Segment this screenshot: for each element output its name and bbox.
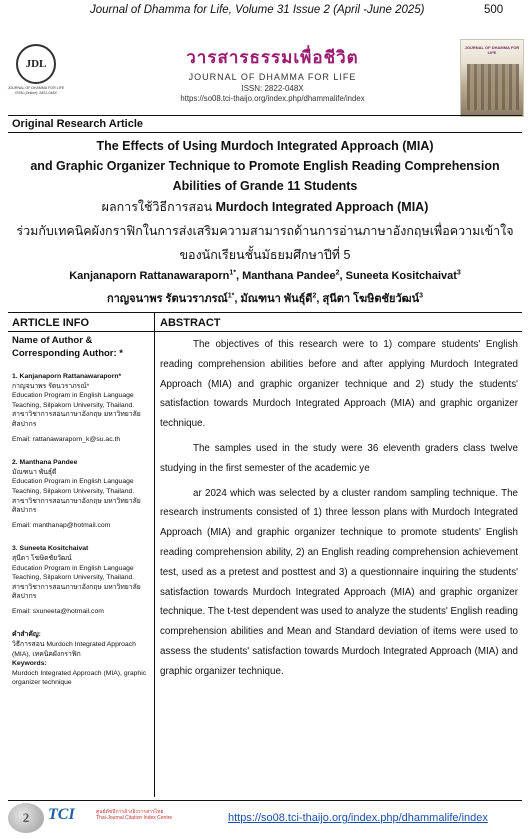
author-email[interactable]: Email: rattanawaraporn_k@su.ac.th (12, 435, 121, 443)
tci-logo-icon: TCI (48, 806, 75, 823)
cover-image (467, 64, 519, 110)
author-name: 3. Suneeta Kositchaivat (12, 545, 89, 553)
author-list-english: Kanjanaporn Rattanawaraporn$^{1*}$, Manthana Pandee$^2$, Suneeta Kositchaivat$^3$ (69, 269, 461, 282)
footer-divider (8, 800, 522, 801)
keywords-english (12, 659, 152, 688)
article-type: Original Research Article (12, 118, 144, 130)
abstract-paragraph: ar 2024 which was selected by a cluster random sampling technique. The research instruments consisted of 1) three lesson plans with Murdoch Integrated Approach (MIA) and graphic organizer technique to promote students' English reading comprehension ability, 2) an English reading comprehension achievement test, used as a pretest and posttest and 3) a questionnaire inquiring the students' satisfaction towards Murdoch Integrated Approach (MIA) and graphic organizer technique. The t-test dependent was used to analyze the students' English reading comprehension abilities and Mean and Standard deviation of items were used to assess the students' satisfaction towards Murdoch Integrated Approach (MIA) and graphic organizer technique. (160, 487, 518, 677)
author-thai-name: กาญจนาพร รัตนวราภรณ์* (12, 382, 90, 390)
masthead-url[interactable]: https://so08.tci-thaijo.org/index.php/dhammalife/index (180, 94, 365, 103)
masthead-issn: ISSN: 2822-048X (241, 84, 304, 93)
cover-title: JOURNAL OF DHAMMA FOR LIFE (464, 45, 520, 55)
masthead-thai-title: วารสารธรรมเพื่อชีวิต (186, 48, 359, 67)
tci-caption: ศูนย์ดัชนีการอ้างอิงวารสารไทย Thai-Journal Citation Index Centre (96, 809, 173, 821)
author-block (12, 372, 152, 444)
footer-journal-link[interactable]: https://so08.tci-thaijo.org/index.php/dhammalife/index (228, 812, 488, 824)
author-email[interactable]: Email: sxuneeta@hotmail.com (12, 607, 104, 615)
jdl-logo-icon: JDL (16, 44, 56, 84)
journal-citation: Journal of Dhamma for Life, Volume 31 Issue 2 (April -June 2025) (90, 4, 425, 16)
corresponding-author-label: Name of Author & Corresponding Author: * (12, 335, 123, 359)
page-number: 500 (484, 4, 504, 16)
article-title-thai: ผลการใช้วิธีการสอน Murdoch Integrated Approach (MIA) ร่วมกับเทคนิคผังกราฟิกในการส่งเสริมความสามารถด้านการอ่านภาษาอังกฤษเพื่อความเข้าใจ ของนักเรียนชั้นมัธยมศึกษาปีที่ 5 (16, 200, 514, 262)
author-thai-name: สุนีตา โฆษิตชัยวัฒน์ (12, 554, 72, 562)
keywords-label: Keywords: (12, 660, 47, 668)
keywords-text: Murdoch Integrated Approach (MIA), graphic organizer technique (12, 669, 147, 687)
abstract-heading: ABSTRACT (160, 317, 221, 329)
author-affiliation-thai: สาขาวิชาการสอนภาษาอังกฤษ มหาวิทยาลัยศิลปากร (12, 411, 141, 428)
author-thai-name: มัณฑนา พันธุ์ดี (12, 468, 57, 476)
author-name: 2. Manthana Pandee (12, 459, 78, 467)
journal-seal-icon: 2 (8, 803, 44, 833)
logo-caption: JOURNAL OF DHAMMA FOR LIFE ISSN (Online): 2822-048X (7, 86, 65, 95)
keywords-thai-text: วิธีการสอน Murdoch Integrated Approach (MIA), เทคนิคผังกราฟิก (12, 641, 136, 658)
abstract-body (160, 335, 518, 682)
author-affiliation: Education Program in English Language Teaching, Silpakorn University, Thailand. (12, 564, 135, 582)
article-info-heading: ARTICLE INFO (12, 317, 89, 329)
keywords-thai (12, 630, 152, 659)
author-affiliation-thai: สาขาวิชาการสอนภาษาอังกฤษ มหาวิทยาลัยศิลปากร (12, 583, 141, 601)
author-name: 1. Kanjanaporn Rattanawaraporn* (12, 373, 122, 380)
journal-cover-thumbnail (460, 39, 524, 117)
tci-logo (48, 806, 173, 830)
author-affiliation: Education Program in English Language Teaching, Silpakorn University, Thailand. (12, 478, 135, 495)
author-block (12, 458, 152, 530)
masthead-english-title: JOURNAL OF DHAMMA FOR LIFE (188, 72, 357, 82)
author-block (12, 544, 152, 616)
author-email[interactable]: Email: manthanap@hotmail.com (12, 521, 111, 529)
abstract-paragraph: The samples used in the study were 36 eleventh graders class twelve studying in the first semester of the academic ye (160, 442, 518, 474)
article-title-english: The Effects of Using Murdoch Integrated Approach (MIA) and Graphic Organizer Technique to Promote English Reading Comprehension Abilities of Grande 11 Students (30, 139, 500, 193)
info-top-divider (8, 312, 522, 313)
section-header-divider (8, 331, 522, 332)
article-info-panel (12, 334, 152, 688)
banner-divider (8, 115, 522, 116)
running-head (0, 4, 530, 22)
abstract-paragraph: The objectives of this research were to 1) compare students' English reading comprehension abilities before and after applying Murdoch Integrated Approach (MIA) and graphic organizer technique and 2) study the students' satisfaction towards Murdoch Integrated Approach (MIA) and graphic organizer technique. (160, 339, 518, 430)
author-list-thai: กาญจนาพร รัตนวราภรณ์$^{1*}$, มัณฑนา พันธุ์ดี$^2$, สุนีตา โฆษิตชัยวัฒน์$^3$ (106, 292, 424, 305)
masthead (145, 48, 400, 103)
author-affiliation: Education Program in English Language Teaching, Silpakorn University, Thailand. (12, 392, 135, 409)
journal-logo (6, 44, 66, 114)
journal-banner (0, 34, 530, 114)
title-divider (8, 132, 522, 133)
keywords-thai-label: คำสำคัญ: (12, 631, 41, 639)
author-affiliation-thai: สาขาวิชาการสอนภาษาอังกฤษ มหาวิทยาลัยศิลปากร (12, 497, 141, 515)
column-divider (154, 313, 155, 797)
